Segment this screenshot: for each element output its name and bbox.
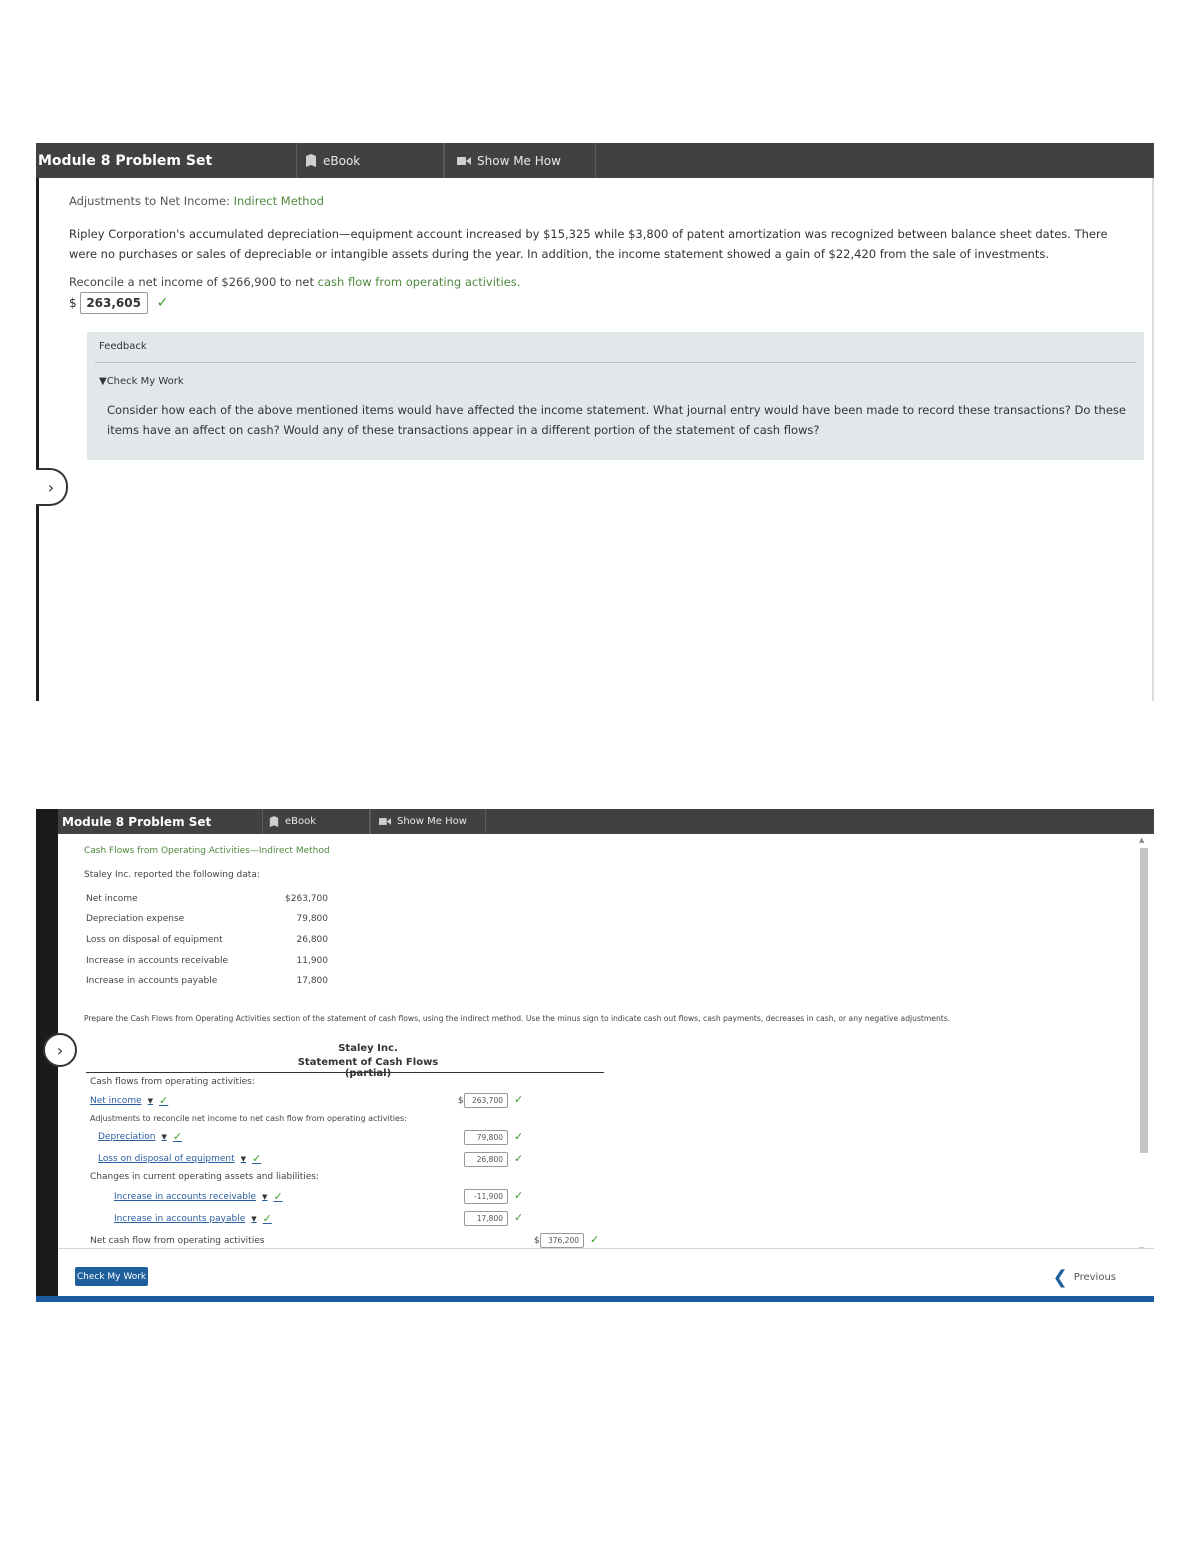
currency-symbol: $ <box>534 1236 540 1246</box>
ebook-tab[interactable] <box>262 809 370 834</box>
data-value: 17,800 <box>296 976 328 986</box>
module-header <box>36 143 1154 178</box>
correct-check-icon: ✓ <box>273 1190 283 1203</box>
correct-check-icon: ✓ <box>172 1130 183 1143</box>
breadcrumb <box>69 194 324 208</box>
vertical-scrollbar[interactable] <box>1138 838 1148 1248</box>
data-label: Increase in accounts receivable <box>86 956 229 966</box>
answer-input[interactable]: 263,605 <box>80 292 148 314</box>
feedback-title: Feedback <box>99 341 147 352</box>
net-income-select[interactable] <box>90 1094 168 1107</box>
correct-check-icon: ✓ <box>514 1130 524 1143</box>
show-me-how-tab[interactable] <box>370 809 486 834</box>
show-me-how-label: Show Me How <box>397 816 467 827</box>
feedback-box <box>87 332 1144 460</box>
problem-text: Ripley Corporation's accumulated depreciation—equipment account increased by $15,325 while $3,800 of patent amortization was recognized between balance sheet dates. There were no purchases or sales of depreciable or intangible assets during the year. In addition, the income statement showed a gain of $22,420 from the sale of investments. <box>69 227 1108 261</box>
breadcrumb-link[interactable]: Indirect Method <box>233 194 324 208</box>
data-value: 79,800 <box>296 914 328 924</box>
data-label: Loss on disposal of equipment <box>86 935 223 945</box>
reconcile-prefix: Reconcile a net income of $266,900 to net <box>69 275 314 289</box>
ebook-tab[interactable] <box>296 143 444 178</box>
breadcrumb[interactable]: Cash Flows from Operating Activities—Indirect Method <box>84 846 330 856</box>
data-value: $263,700 <box>285 894 328 904</box>
chevron-down-icon: ▼ <box>262 1192 268 1201</box>
chevron-left-icon: ❮ <box>1052 1267 1068 1288</box>
data-value: 11,900 <box>296 956 328 966</box>
instructions-text: Prepare the Cash Flows from Operating Activities section of the statement of cash flows, using the indirect method. Use the minus sign to indicate cash out flows, cash payments, decreases in cash, or any negative adjustments. <box>84 1014 951 1023</box>
select-value: Depreciation <box>98 1131 156 1142</box>
intro-text: Staley Inc. reported the following data: <box>84 870 260 880</box>
reconcile-instruction <box>69 275 520 289</box>
correct-check-icon: ✓ <box>159 1094 169 1107</box>
breadcrumb-prefix: Adjustments to Net Income: <box>69 194 230 208</box>
select-value: Loss on disposal of equipment <box>98 1153 235 1164</box>
show-me-how-tab[interactable] <box>444 143 596 178</box>
data-label: Depreciation expense <box>86 914 185 924</box>
chevron-right-icon: › <box>47 477 55 497</box>
change-select-accounts-payable[interactable] <box>114 1212 272 1225</box>
accounts-payable-input[interactable]: 17,800 <box>464 1211 508 1226</box>
module-header <box>58 809 1154 834</box>
data-row <box>86 976 328 986</box>
data-row <box>86 914 328 924</box>
correct-check-icon: ✓ <box>590 1233 600 1246</box>
statement-divider <box>86 1072 604 1073</box>
select-value: Increase in accounts payable <box>114 1213 246 1224</box>
adjustment-select-depreciation[interactable] <box>98 1130 182 1143</box>
previous-button[interactable] <box>1053 1267 1116 1288</box>
module-title: Module 8 Problem Set <box>38 152 213 169</box>
scroll-up-icon[interactable]: ▲ <box>1139 836 1145 844</box>
answer-currency: $ <box>69 296 77 310</box>
ebook-label: eBook <box>285 816 317 827</box>
data-label: Increase in accounts payable <box>86 976 218 986</box>
net-cash-input[interactable]: 376,200 <box>540 1233 584 1248</box>
data-row <box>86 935 328 945</box>
module-title: Module 8 Problem Set <box>62 814 212 829</box>
data-row <box>86 894 328 904</box>
currency-symbol: $ <box>458 1096 464 1106</box>
previous-label: Previous <box>1073 1272 1116 1283</box>
check-my-work-button[interactable]: Check My Work <box>75 1267 148 1286</box>
scrollbar-thumb[interactable] <box>1140 848 1148 1153</box>
section-label: Cash flows from operating activities: <box>90 1077 255 1087</box>
net-cash-label: Net cash flow from operating activities <box>90 1236 265 1246</box>
change-select-accounts-receivable[interactable] <box>114 1190 283 1203</box>
chevron-down-icon: ▼ <box>147 1096 154 1105</box>
video-icon <box>379 817 391 826</box>
data-row <box>86 956 328 966</box>
video-icon <box>457 156 471 166</box>
data-label: Net income <box>86 894 138 904</box>
data-value: 26,800 <box>296 935 328 945</box>
loss-on-disposal-input[interactable]: 26,800 <box>464 1152 508 1167</box>
problem-panel-2 <box>36 809 1154 1302</box>
feedback-text: Consider how each of the above mentioned items would have affected the income statement. What journal entry would have been made to record these transactions? Do these items have an affect on cash? Would any of these transactions appear in a different portion of the statement of cash flows? <box>107 403 1126 437</box>
statement-company: Staley Inc. <box>338 1043 398 1054</box>
depreciation-input[interactable]: 79,800 <box>464 1130 508 1145</box>
problem-panel-1 <box>36 143 1154 701</box>
adjustments-label: Adjustments to reconcile net income to net cash flow from operating activities: <box>90 1114 407 1123</box>
answer-row <box>69 292 168 314</box>
changes-label: Changes in current operating assets and liabilities: <box>90 1172 319 1182</box>
cash-flow-link[interactable]: cash flow from operating activities. <box>317 275 521 289</box>
correct-check-icon: ✓ <box>514 1189 524 1202</box>
book-icon <box>269 816 279 828</box>
correct-check-icon: ✓ <box>252 1152 262 1165</box>
problem-footer <box>58 1248 1154 1297</box>
book-icon <box>305 154 317 168</box>
check-my-work-toggle[interactable]: ▼Check My Work <box>99 376 184 387</box>
correct-check-icon: ✓ <box>514 1152 524 1165</box>
accounts-receivable-input[interactable]: -11,900 <box>464 1189 508 1204</box>
statement-title: Statement of Cash Flows (partial) <box>297 1057 439 1079</box>
problem-body <box>36 178 1154 701</box>
correct-check-icon: ✓ <box>514 1211 524 1224</box>
expand-nav-button[interactable] <box>43 1033 77 1067</box>
correct-check-icon: ✓ <box>156 295 169 311</box>
select-value: Increase in accounts receivable <box>114 1191 257 1202</box>
feedback-divider <box>95 362 1136 363</box>
adjustment-select-loss-on-disposal[interactable] <box>98 1152 261 1165</box>
net-income-input[interactable]: 263,700 <box>464 1093 508 1108</box>
chevron-down-icon: ▼ <box>251 1214 257 1223</box>
show-me-how-label: Show Me How <box>477 153 561 168</box>
footer-accent-bar <box>36 1296 1154 1302</box>
problem-body <box>58 834 1154 1272</box>
chevron-down-icon: ▼ <box>240 1154 246 1163</box>
expand-nav-button[interactable] <box>36 468 68 506</box>
ebook-label: eBook <box>323 153 361 168</box>
chevron-right-icon: › <box>56 1040 64 1060</box>
select-value: Net income <box>90 1095 142 1106</box>
correct-check-icon: ✓ <box>514 1093 524 1106</box>
chevron-down-icon: ▼ <box>161 1132 167 1141</box>
correct-check-icon: ✓ <box>262 1212 272 1225</box>
